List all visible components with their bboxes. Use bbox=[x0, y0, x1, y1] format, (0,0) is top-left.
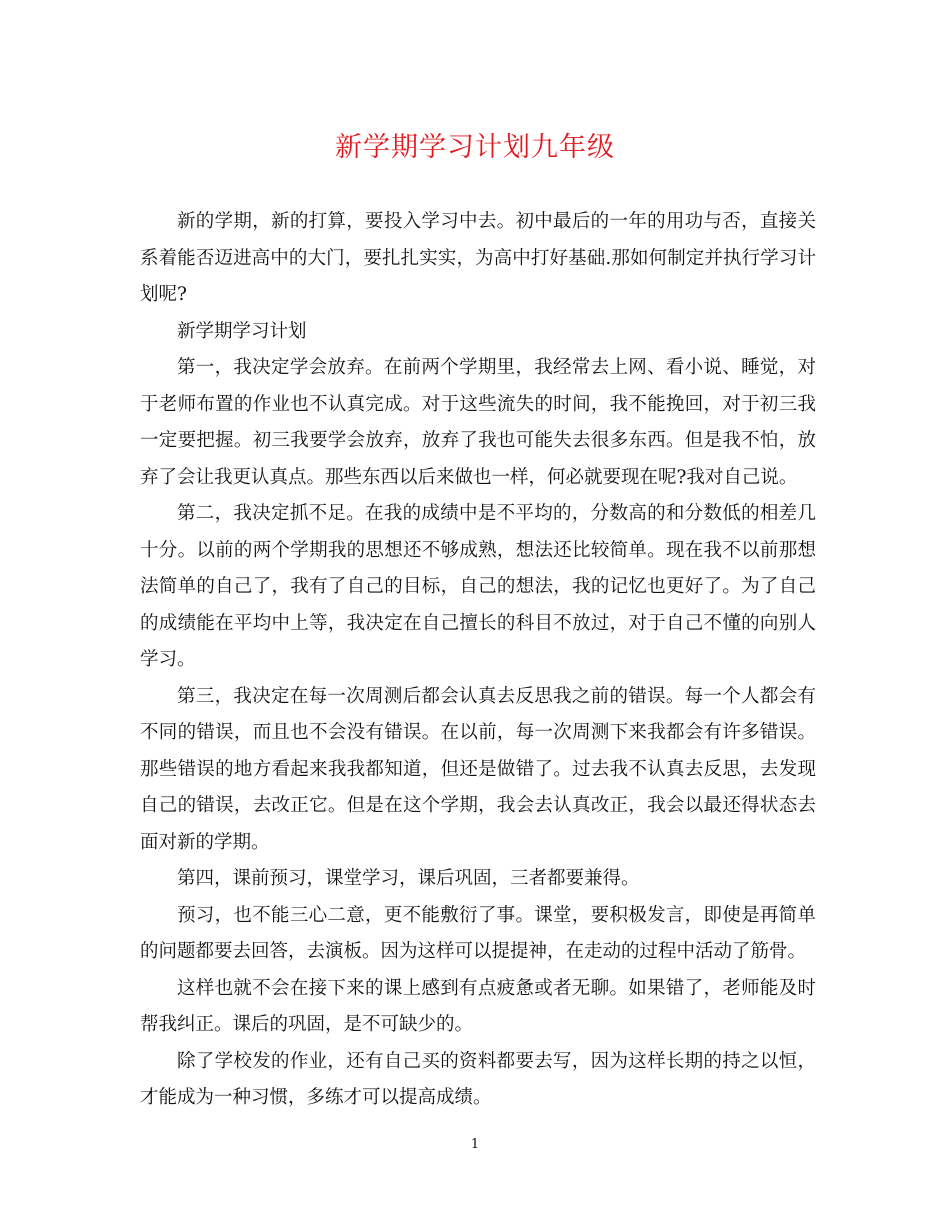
paragraph-preview: 预习，也不能三心二意，更不能敷衍了事。课堂，要积极发言，即使是再简单的问题都要去回答，去演板。因为这样可以提提神，在走动的过程中活动了筋骨。 bbox=[140, 904, 816, 962]
page-number: 1 bbox=[470, 1137, 480, 1152]
document-title: 新学期学习计划九年级 bbox=[335, 132, 615, 163]
paragraph-third: 第三，我决定在每一次周测后都会认真去反思我之前的错误。每一个人都会有不同的错误，而且也不会没有错误。在以前，每一次周测下来我都会有许多错误。那些错误的地方看起来我我都知道，但还是做错了。过去我不认真去反思，去发现自己的错误，去改正它。但是在这个学期，我会去认真改正，我会以最还得状态去面对新的学期。 bbox=[140, 685, 816, 853]
paragraph-subheading: 新学期学习计划 bbox=[177, 320, 307, 342]
paragraph-continuation: 这样也就不会在接下来的课上感到有点疲惫或者无聊。如果错了，老师能及时帮我纠正。课后的巩固，是不可缺少的。 bbox=[140, 977, 816, 1035]
document-body bbox=[140, 204, 816, 1117]
paragraph-fourth: 第四，课前预习，课堂学习，课后巩固，三者都要兼得。 bbox=[177, 868, 640, 889]
paragraph-first: 第一，我决定学会放弃。在前两个学期里，我经常去上网、看小说、睡觉，对于老师布置的作业也不认真完成。对于这些流失的时间，我不能挽回，对于初三我一定要把握。初三我要学会放弃，放弃了我也可能失去很多东西。但是我不怕，放弃了会让我更认真点。那些东西以后来做也一样，何必就要现在呢?我对自己说。 bbox=[140, 357, 816, 488]
paragraph-intro: 新的学期，新的打算，要投入学习中去。初中最后的一年的用功与否，直接关系着能否迈进高中的大门，要扎扎实实，为高中打好基础.那如何制定并执行学习计划呢? bbox=[140, 211, 816, 305]
paragraph-second: 第二，我决定抓不足。在我的成绩中是不平均的，分数高的和分数低的相差几十分。以前的两个学期我的思想还不够成熟，想法还比较简单。现在我不以前那想法简单的自己了，我有了自己的目标，自己的想法，我的记忆也更好了。为了自己的成绩能在平均中上等，我决定在自己擅长的科目不放过，对于自己不懂的向别人学习。 bbox=[140, 503, 816, 670]
paragraph-homework: 除了学校发的作业，还有自己买的资料都要去写，因为这样长期的持之以恒，才能成为一种习惯，多练才可以提高成绩。 bbox=[140, 1050, 816, 1108]
